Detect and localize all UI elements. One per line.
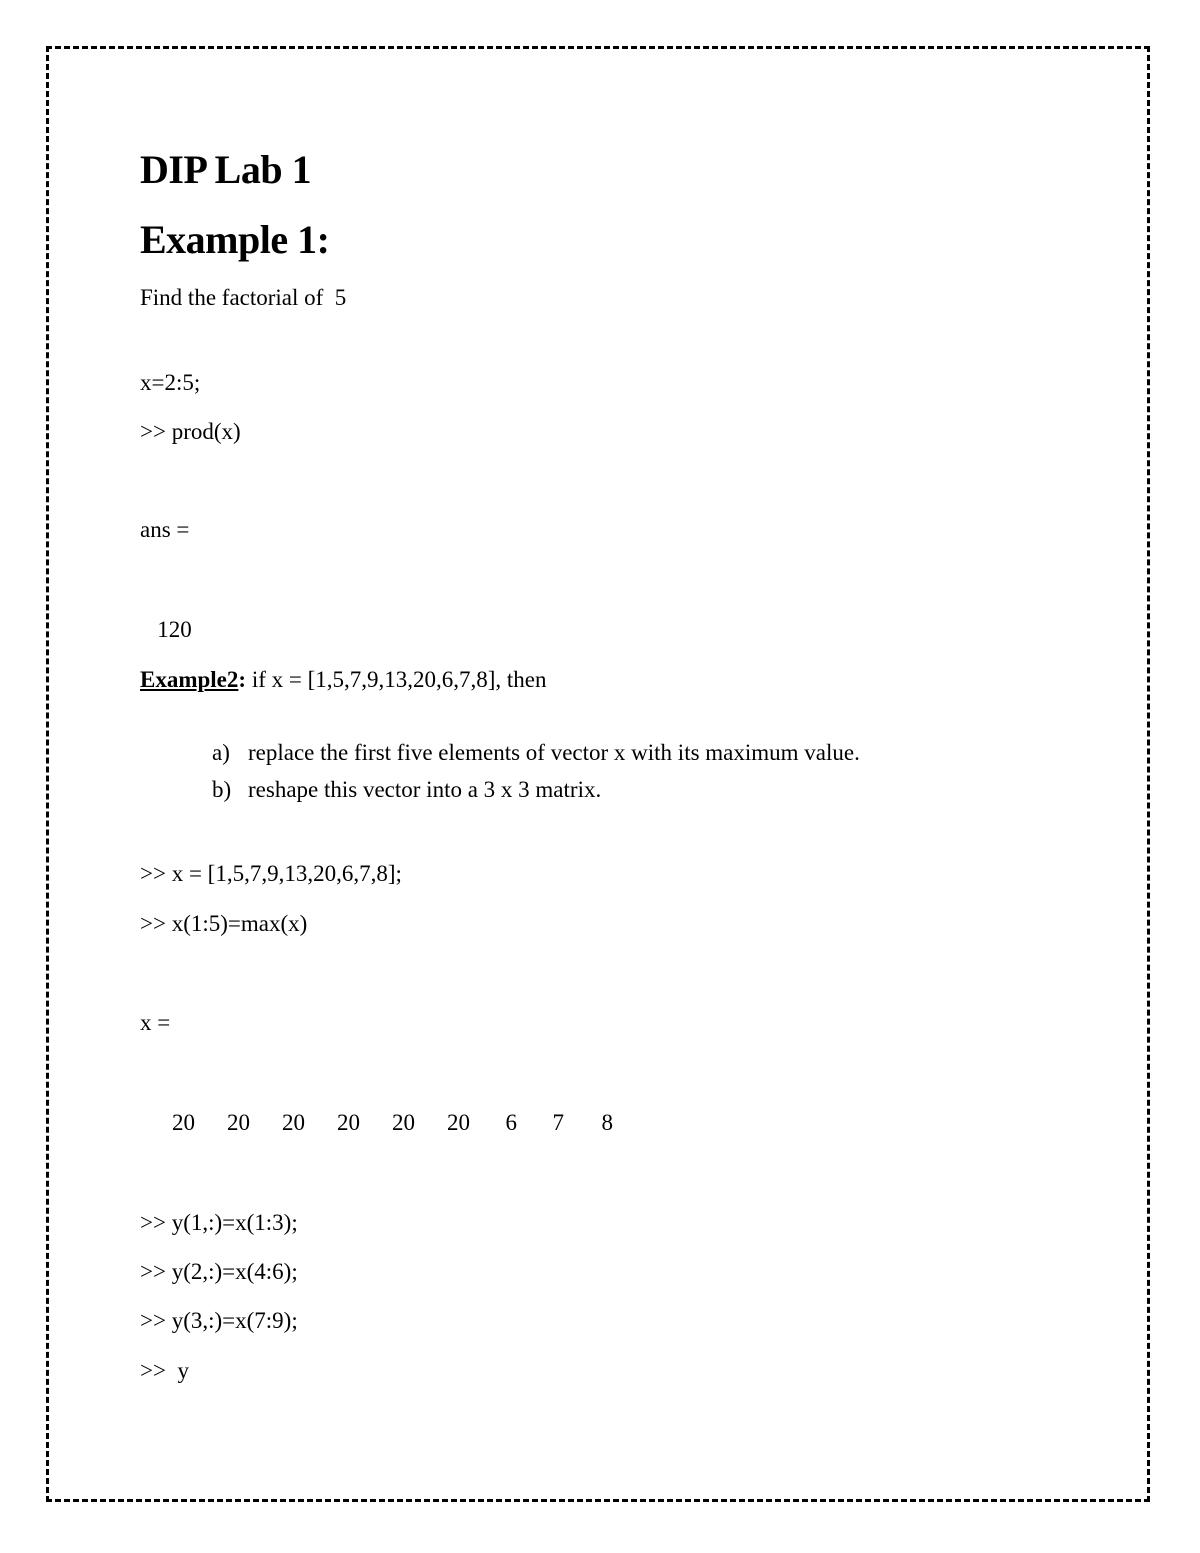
list-text-a: replace the first five elements of vector x with its maximum value.: [248, 740, 860, 765]
example1-code-line-3: ans =: [140, 517, 190, 542]
list-marker-b: b): [212, 777, 232, 802]
vector-value: 7: [552, 1110, 564, 1135]
example1-task: Find the factorial of 5: [140, 285, 347, 310]
vector-value: 20: [337, 1110, 360, 1135]
example2-label-colon: :: [238, 667, 247, 692]
example2-code-line-3: x =: [140, 1010, 171, 1035]
example2-task-text: if x = [1,5,7,9,13,20,6,7,8], then: [246, 667, 547, 692]
vector-value: 20: [227, 1110, 250, 1135]
example1-code-line-2: >> prod(x): [140, 419, 241, 444]
example1-code-line-1: x=2:5;: [140, 370, 201, 395]
example1-code-line-4: 120: [140, 617, 192, 642]
document-title: DIP Lab 1: [140, 147, 312, 192]
vector-value: 20: [282, 1110, 305, 1135]
example2-code-line-1: >> x = [1,5,7,9,13,20,6,7,8];: [140, 861, 402, 886]
example2-code-line-4: >> y(1,:)=x(1:3);: [140, 1210, 298, 1235]
vector-value: 20: [172, 1110, 195, 1135]
example2-intro: [140, 668, 547, 691]
example2-code-line-5: >> y(2,:)=x(4:6);: [140, 1259, 298, 1284]
example2-label: Example2: [140, 667, 239, 692]
vector-value: 20: [392, 1110, 415, 1135]
example2-code-line-6: >> y(3,:)=x(7:9);: [140, 1308, 298, 1333]
example2-list-item-b: [212, 778, 601, 801]
list-marker-a: a): [212, 740, 230, 765]
example2-list-item-a: [212, 741, 860, 764]
vector-value: 6: [505, 1110, 517, 1135]
example2-code-line-7: >> y: [140, 1358, 189, 1383]
list-text-b: reshape this vector into a 3 x 3 matrix.: [248, 777, 602, 802]
vector-value: 8: [601, 1110, 613, 1135]
vector-value: 20: [447, 1110, 470, 1135]
example2-code-line-2: >> x(1:5)=max(x): [140, 911, 308, 936]
example1-heading: Example 1:: [140, 217, 330, 262]
